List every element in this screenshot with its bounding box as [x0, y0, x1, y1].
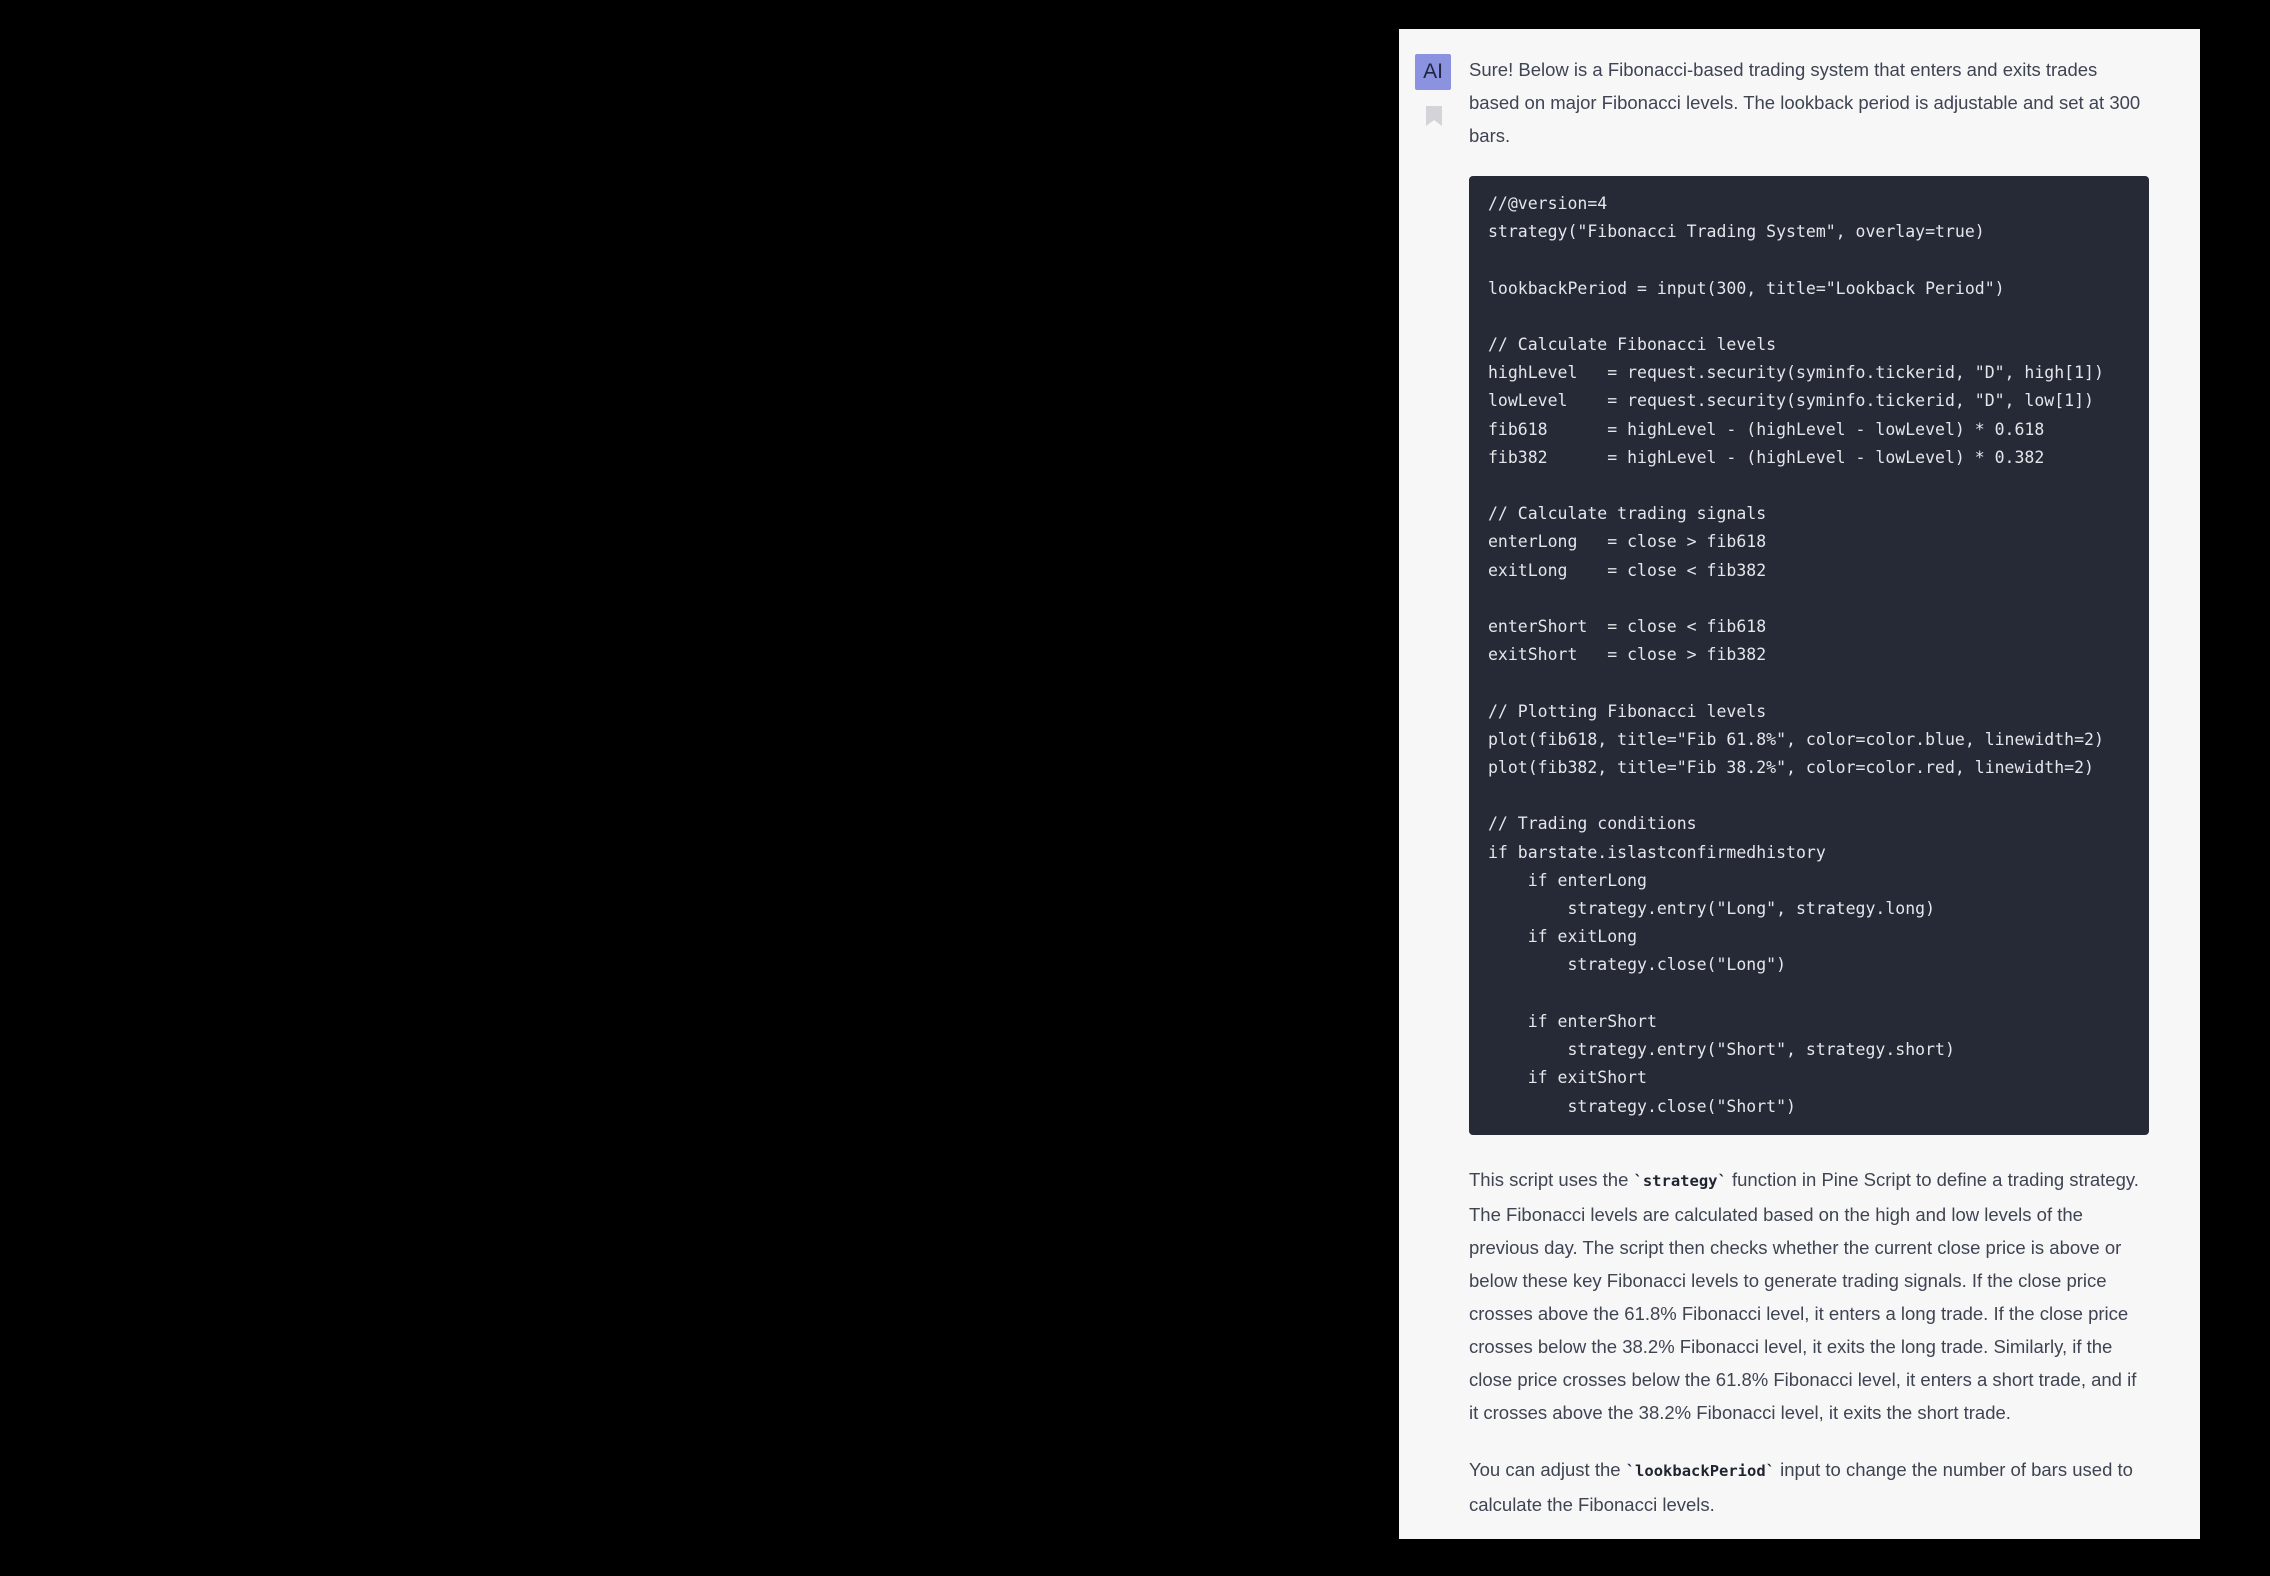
code-text: //@version=4 strategy("Fibonacci Trading System", overlay=true) lookbackPeriod = input(300, title="Lookback Period") // Calculate Fibonacci levels highLevel = request.security(syminfo.tickerid, "D", high[1]) lowLevel = request.security(syminfo.tickerid, "D", low[1]) fib618 = highLevel - (highLevel - lowLevel) * 0.618 fib382 = highLevel - (highLevel - lowLevel) * 0.382 // Calculate trading signals enterLong = close > fib618 exitLong = close < fib382 enterShort = close < fib618 exitShort = close > fib382 // Plotting Fibonacci levels plot(fib618, title="Fib 61.8%", color=color.blue, linewidth=2) plot(fib382, title="Fib 38.2%", color=color.red, linewidth=2) // Trading conditions if barstate.islastconfirmedhistory if enterLong strategy.entry("Long", strategy.long) if exitLong strategy.close("Long") if enterShort strategy.entry("Short", strategy.short) if exitShort strategy.close("Short") [1488, 194, 2104, 1116]
explanation-text-end: function in Pine Script to define a trading strategy. The Fibonacci levels are calculated based on the high and low levels of the previous day. The script then checks whether the current close price is above or below these key Fibonacci levels to generate trading signals. If the close price crosses above the 61.8% Fibonacci level, it enters a long trade. If the close price crosses below the 38.2% Fibonacci level, it exits the long trade. Similarly, if the close price crosses below the 61.8% Fibonacci level, it enters a short trade, and if it crosses above the 38.2% Fibonacci level, it exits the short trade. [1469, 1168, 2139, 1423]
message-content [1469, 53, 2149, 1521]
adjust-text-end: input to change the number of bars used to calculate the Fibonacci levels. [1469, 1458, 2133, 1515]
explanation-paragraph [1469, 1163, 2149, 1429]
chat-message-panel [1399, 29, 2200, 1539]
adjust-text-start: You can adjust the [1469, 1458, 1626, 1480]
explanation-text-start: This script uses the [1469, 1168, 1634, 1190]
inline-code-strategy: `strategy` [1633, 1171, 1727, 1190]
intro-text: Sure! Below is a Fibonacci-based trading system that enters and exits trades based on major Fibonacci levels. The lookback period is adjustable and set at 300 bars. [1469, 59, 2141, 146]
adjust-paragraph [1469, 1453, 2149, 1521]
assistant-avatar: AI [1415, 54, 1451, 90]
bookmark-icon[interactable] [1425, 105, 1443, 127]
inline-code-lookback: `lookbackPeriod` [1625, 1461, 1776, 1480]
code-block [1469, 176, 2149, 1135]
